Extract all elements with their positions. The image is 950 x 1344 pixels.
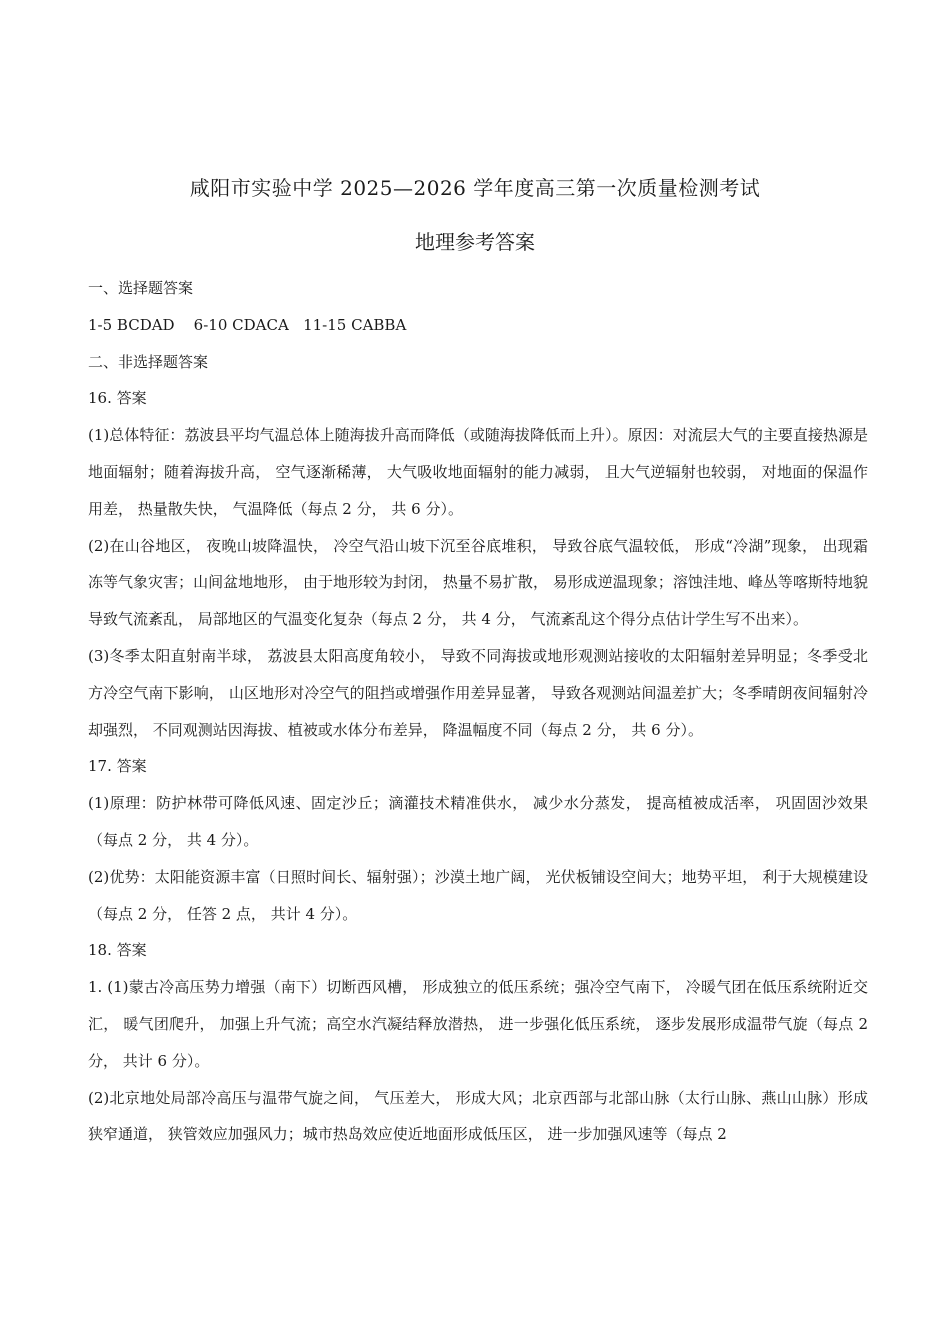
q16-label: 16. 答案 [88,389,147,408]
document-subtitle: 地理参考答案 [415,230,535,254]
mc-heading: 一、选择题答案 [88,279,194,297]
q17-label: 17. 答案 [88,757,147,776]
q18-part1: 1. (1)蒙古冷高压势力增强（南下）切断西风槽， 形成独立的低压系统；强冷空气南下， 冷暖气团在低压系统附近交汇， 暖气团爬升， 加强上升气流；高空水汽凝结释放潜热， 进一步强化低压系统， 逐步发展形成温带气旋（每点 2 分， 共计 6 分）。 [88,978,868,1070]
answer-body [88,270,868,1153]
q17-part2: (2)优势：太阳能资源丰富（日照时间长、辐射强）；沙漠土地广阔， 光伏板铺设空间大；地势平坦， 利于大规模建设（每点 2 分， 任答 2 点， 共计 4 分）。 [88,867,868,923]
document-title: 咸阳市实验中学 2025—2026 学年度高三第一次质量检测考试 [189,176,761,200]
q16-part2: (2)在山谷地区， 夜晚山坡降温快， 冷空气沿山坡下沉至谷底堆积， 导致谷底气温较低， 形成“冷湖”现象， 出现霜冻等气象灾害；山间盆地地形， 由于地形较为封闭， 热量不易扩散， 易形成逆温现象；溶蚀洼地、峰丛等喀斯特地貌导致气流紊乱， 局部地区的气温变化复杂（每点 2 分， 共 4 分， 气流紊乱这个得分点估计学生写不出来）。 [88,536,868,629]
q18-part2: (2)北京地处局部冷高压与温带气旋之间， 气压差大， 形成大风；北京西部与北部山脉（太行山脉、燕山山脉）形成狭窄通道， 狭管效应加强风力；城市热岛效应使近地面形成低压区， 进一步加强风速等（每点 2 [88,1088,868,1144]
q18-label: 18. 答案 [88,941,147,960]
q16-part3: (3)冬季太阳直射南半球， 荔波县太阳高度角较小， 导致不同海拔或地形观测站接收的太阳辐射差异明显；冬季受北方冷空气南下影响， 山区地形对冷空气的阻挡或增强作用差异显著， 导致各观测站间温差扩大；冬季晴朗夜间辐射冷却强烈， 不同观测站因海拔、植被或水体分布差异， 降温幅度不同（每点 2 分， 共 6 分）。 [88,646,868,739]
q16-part1: (1)总体特征：荔波县平均气温总体上随海拔升高而降低（或随海拔降低而上升）。原因：对流层大气的主要直接热源是地面辐射；随着海拔升高， 空气逐渐稀薄， 大气吸收地面辐射的能力减弱， 且大气逆辐射也较弱， 对地面的保温作用差， 热量散失快， 气温降低（每点 2 分， 共 6 分）。 [88,426,868,518]
mc-answers: 1-5 BCDAD 6-10 CDACA 11-15 CABBA [88,315,407,334]
non-mc-heading: 二、非选择题答案 [88,352,209,371]
q17-part1: (1)原理：防护林带可降低风速、固定沙丘；滴灌技术精准供水， 减少水分蒸发， 提高植被成活率， 巩固固沙效果（每点 2 分， 共 4 分）。 [88,794,868,849]
